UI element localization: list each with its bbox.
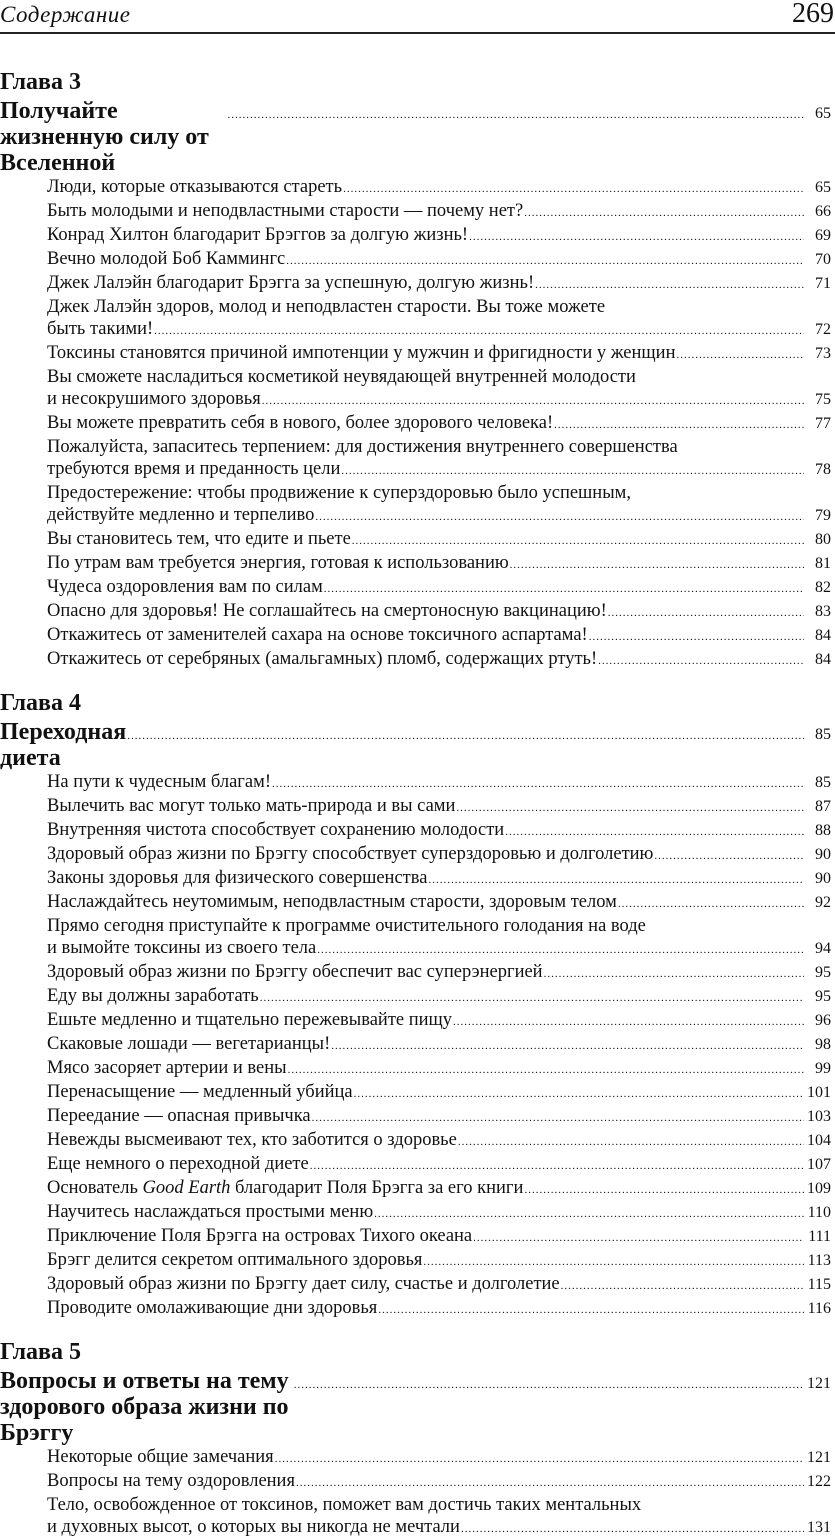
entry-text: Переедание — опасная привычка xyxy=(47,1106,311,1126)
entry-text: Ешьте медленно и тщательно пережевывайте пищу xyxy=(47,1010,453,1030)
entry-text: Вы становитесь тем, что едите и пьете xyxy=(47,529,351,549)
entry-text-line: Прямо сегодня приступайте к программе очистительного голодания на воде xyxy=(47,916,646,936)
entry-row xyxy=(47,1225,831,1249)
toc-entry[interactable] xyxy=(0,272,831,296)
entry-page-number: 131 xyxy=(807,1519,831,1536)
toc-entry[interactable] xyxy=(0,961,831,985)
toc-entry[interactable] xyxy=(0,1297,831,1321)
entry-text: Наслаждайтесь неутомимым, неподвластным старости, здоровым телом xyxy=(47,892,617,912)
dot-leader xyxy=(676,344,804,366)
toc-entry[interactable] xyxy=(0,1201,831,1225)
entry-page-number: 82 xyxy=(815,579,831,596)
entry-text: Некоторые общие замечания xyxy=(47,1447,274,1467)
toc-entry[interactable] xyxy=(0,1153,831,1177)
entry-row xyxy=(47,1470,831,1494)
dot-leader xyxy=(535,274,804,296)
entry-text: и несокрушимого здоровья xyxy=(47,389,261,409)
entry-row xyxy=(47,552,831,576)
toc-entry[interactable] xyxy=(0,528,831,552)
toc-entry[interactable] xyxy=(0,1105,831,1129)
entry-row xyxy=(47,795,831,819)
entry-page-number: 79 xyxy=(815,507,831,524)
dot-leader xyxy=(589,626,804,648)
entry-row xyxy=(47,176,831,200)
entry-row xyxy=(47,937,831,961)
entry-row xyxy=(47,272,831,296)
toc-entry[interactable] xyxy=(0,985,831,1009)
dot-leader xyxy=(510,554,804,576)
dot-leader xyxy=(343,178,804,200)
entry-page-number: 65 xyxy=(815,179,831,196)
entry-text-line: Тело, освобожденное от токсинов, поможет вам достичь таких ментальных xyxy=(47,1495,642,1515)
entry-text: Внутренняя чистота способствует сохранению молодости xyxy=(47,820,505,840)
toc-entry[interactable] xyxy=(0,795,831,819)
entry-page-number: 111 xyxy=(808,1228,831,1245)
entry-text: Чудеса оздоровления вам по силам xyxy=(47,577,323,597)
entry-page-number: 94 xyxy=(815,940,831,957)
entry-row xyxy=(47,504,831,528)
entry-text: Здоровый образ жизни по Брэггу обеспечит вас суперэнергией xyxy=(47,962,543,982)
entry-text: требуются время и преданность цели xyxy=(47,459,341,479)
entry-text-italic: Good Earth xyxy=(142,1178,231,1198)
chapter-page-number: 85 xyxy=(815,726,831,743)
entry-row xyxy=(47,1201,831,1225)
toc-entry[interactable] xyxy=(0,248,831,272)
chapter-section xyxy=(0,66,831,672)
entry-text-line: Пожалуйста, запаситесь терпением: для достижения внутреннего совершенства xyxy=(47,437,678,457)
entry-page-number: 96 xyxy=(815,1012,831,1029)
entry-row xyxy=(47,528,831,552)
entry-row xyxy=(47,248,831,272)
toc-entry[interactable] xyxy=(0,1129,831,1153)
entry-row xyxy=(47,1009,831,1033)
entry-row xyxy=(47,600,831,624)
dot-leader xyxy=(505,821,804,843)
toc-entry[interactable] xyxy=(0,1470,831,1494)
dot-leader xyxy=(654,845,804,867)
dot-leader xyxy=(341,460,804,482)
toc-entry[interactable] xyxy=(0,600,831,624)
dot-leader xyxy=(378,1299,804,1321)
entry-text: Опасно для здоровья! Не соглашайтесь на смертоносную вакцинацию! xyxy=(47,601,607,621)
toc-entry[interactable] xyxy=(0,342,831,366)
entry-row xyxy=(47,819,831,843)
entry-text: действуйте медленно и терпеливо xyxy=(47,505,315,525)
entry-text: Здоровый образ жизни по Брэггу дает силу, счастье и долголетие xyxy=(47,1274,560,1294)
toc-entry[interactable] xyxy=(0,436,831,482)
entry-text: Быть молодыми и неподвластными старости — почему нет? xyxy=(47,201,524,221)
dot-leader xyxy=(296,1472,804,1494)
entry-list xyxy=(0,771,831,1321)
entry-row xyxy=(47,576,831,600)
entry-text: Джек Лалэйн благодарит Брэгга за успешную, долгую жизнь! xyxy=(47,273,535,293)
dot-leader xyxy=(524,202,804,224)
chapter-title: Получайте жизненную силу от Вселенной xyxy=(0,98,209,176)
entry-page-number: 99 xyxy=(815,1060,831,1077)
entry-row xyxy=(47,1446,831,1470)
entry-text: Токсины становятся причиной импотенции у мужчин и фригидности у женщин xyxy=(47,343,676,363)
entry-text: Приключение Поля Брэгга на островах Тихого океана xyxy=(47,1226,473,1246)
dot-leader xyxy=(423,1251,804,1273)
entry-page-number: 85 xyxy=(815,774,831,791)
entry-text: быть такими! xyxy=(47,319,154,339)
entry-text: Еду вы должны заработать xyxy=(47,986,259,1006)
entry-page-number: 75 xyxy=(815,391,831,408)
dot-leader xyxy=(561,1275,804,1297)
dot-leader xyxy=(227,102,804,128)
toc-entry[interactable] xyxy=(0,576,831,600)
entry-text: и духовных высот, о которых вы никогда не мечтали xyxy=(47,1517,460,1537)
entry-row xyxy=(47,1129,831,1153)
entry-text: Вопросы на тему оздоровления xyxy=(47,1471,295,1491)
entry-page-number: 78 xyxy=(815,461,831,478)
toc-entry[interactable] xyxy=(0,1177,831,1201)
dot-leader xyxy=(524,1179,804,1201)
entry-page-number: 113 xyxy=(807,1252,831,1269)
entry-row xyxy=(47,1297,831,1321)
toc-entry[interactable] xyxy=(0,1009,831,1033)
dot-leader xyxy=(469,226,804,248)
entry-text-line: Вы сможете насладиться косметикой неувядающей внутренней молодости xyxy=(47,367,636,387)
dot-leader xyxy=(288,1059,804,1081)
dot-leader xyxy=(275,1448,804,1470)
entry-row xyxy=(47,624,831,648)
entry-row xyxy=(47,342,831,366)
entry-page-number: 92 xyxy=(815,894,831,911)
entry-page-number: 115 xyxy=(807,1276,831,1293)
entry-row xyxy=(47,224,831,248)
entry-row xyxy=(47,1516,831,1540)
entry-page-number: 73 xyxy=(815,345,831,362)
toc-entry[interactable] xyxy=(0,867,831,891)
dot-leader xyxy=(352,530,804,552)
chapter-section xyxy=(0,687,831,1321)
dot-leader xyxy=(310,1155,804,1177)
chapter-title: Переходная диета xyxy=(0,719,127,771)
entry-row xyxy=(47,843,831,867)
entry-row xyxy=(47,1081,831,1105)
entry-page-number: 103 xyxy=(807,1108,831,1125)
entry-page-number: 109 xyxy=(807,1180,831,1197)
page-number: 269 xyxy=(792,0,834,29)
toc-entry[interactable] xyxy=(0,1057,831,1081)
entry-text-line: Предостережение: чтобы продвижение к суперздоровью было успешным, xyxy=(47,483,631,503)
dot-leader xyxy=(554,414,804,436)
dot-leader xyxy=(331,1035,804,1057)
dot-leader xyxy=(458,1131,804,1153)
entry-text: Законы здоровья для физического совершенства xyxy=(47,868,428,888)
toc-entry[interactable] xyxy=(0,1273,831,1297)
entry-page-number: 71 xyxy=(815,275,831,292)
toc-entry[interactable] xyxy=(0,296,831,342)
entry-page-number: 66 xyxy=(815,203,831,220)
dot-leader xyxy=(315,506,804,528)
running-header xyxy=(0,0,835,34)
toc-entry[interactable] xyxy=(0,1446,831,1470)
chapter-label: Глава 5 xyxy=(0,1339,81,1365)
entry-page-number: 81 xyxy=(815,555,831,572)
toc-entry[interactable] xyxy=(0,176,831,200)
toc-entry[interactable] xyxy=(0,482,831,528)
toc-entry[interactable] xyxy=(0,1033,831,1057)
entry-text: Конрад Хилтон благодарит Брэггов за долгую жизнь! xyxy=(47,225,469,245)
dot-leader xyxy=(453,1011,804,1033)
chapter-title-row[interactable] xyxy=(0,1368,831,1446)
entry-row xyxy=(47,1057,831,1081)
chapter-section xyxy=(0,1336,831,1540)
entry-page-number: 83 xyxy=(815,603,831,620)
entry-text: Невежды высмеивают тех, кто заботится о здоровье xyxy=(47,1130,457,1150)
chapter-title: Вопросы и ответы на тему здорового образа жизни по Брэггу xyxy=(0,1368,289,1446)
entry-list xyxy=(0,1446,831,1540)
dot-leader xyxy=(428,869,804,891)
dot-leader xyxy=(127,723,804,749)
entry-page-number: 70 xyxy=(815,251,831,268)
entry-page-number: 98 xyxy=(815,1036,831,1053)
entry-text: Вечно молодой Боб Каммингс xyxy=(47,249,286,269)
entry-text-part: благодарит Поля Брэгга за его книги xyxy=(230,1178,524,1198)
entry-text-part: Основатель xyxy=(47,1178,143,1198)
entry-text: На пути к чудесным благам! xyxy=(47,772,271,792)
entry-text: Научитесь наслаждаться простыми меню xyxy=(47,1202,374,1222)
dot-leader xyxy=(461,1518,804,1540)
entry-row xyxy=(47,200,831,224)
dot-leader xyxy=(260,987,804,1009)
toc-entry[interactable] xyxy=(0,1494,831,1540)
entry-page-number: 90 xyxy=(815,870,831,887)
entry-row xyxy=(47,891,831,915)
entry-text: Откажитесь от серебряных (амальгамных) пломб, содержащих ртуть! xyxy=(47,649,598,669)
entry-page-number: 77 xyxy=(815,415,831,432)
toc-entry[interactable] xyxy=(0,624,831,648)
entry-page-number: 107 xyxy=(807,1156,831,1173)
chapter-title-row[interactable] xyxy=(0,719,831,771)
entry-row xyxy=(47,648,831,672)
dot-leader xyxy=(312,1107,804,1129)
dot-leader xyxy=(317,939,804,961)
entry-row xyxy=(47,1177,831,1201)
toc-entry[interactable] xyxy=(0,771,831,795)
dot-leader xyxy=(294,1372,804,1398)
toc-entry[interactable] xyxy=(0,366,831,412)
entry-page-number: 84 xyxy=(815,651,831,668)
entry-page-number: 95 xyxy=(815,964,831,981)
dot-leader xyxy=(608,602,804,624)
entry-text xyxy=(47,1177,523,1199)
entry-text: Скаковые лошади — вегетарианцы! xyxy=(47,1034,331,1054)
dot-leader xyxy=(354,1083,804,1105)
dot-leader xyxy=(456,797,804,819)
toc-entry[interactable] xyxy=(0,843,831,867)
toc-entry[interactable] xyxy=(0,891,831,915)
entry-text: По утрам вам требуется энергия, готовая к использованию xyxy=(47,553,509,573)
chapter-label: Глава 4 xyxy=(0,690,81,716)
entry-text: Проводите омолаживающие дни здоровья xyxy=(47,1298,378,1318)
toc-entry[interactable] xyxy=(0,552,831,576)
entry-row xyxy=(47,458,831,482)
entry-page-number: 121 xyxy=(807,1449,831,1466)
chapter-page-number: 121 xyxy=(807,1375,831,1392)
entry-row xyxy=(47,1153,831,1177)
dot-leader xyxy=(324,578,804,600)
entry-page-number: 84 xyxy=(815,627,831,644)
toc-entry[interactable] xyxy=(0,200,831,224)
dot-leader xyxy=(618,893,804,915)
running-title: Содержание xyxy=(0,2,131,27)
entry-text: Люди, которые отказываются стареть xyxy=(47,177,343,197)
entry-row xyxy=(47,1273,831,1297)
entry-text: Откажитесь от заменителей сахара на основе токсичного аспартама! xyxy=(47,625,588,645)
toc-entry[interactable] xyxy=(0,412,831,436)
entry-page-number: 110 xyxy=(807,1204,831,1221)
dot-leader xyxy=(473,1227,804,1249)
entry-list xyxy=(0,176,831,672)
entry-text: Мясо засоряет артерии и вены xyxy=(47,1058,287,1078)
toc-entry[interactable] xyxy=(0,1249,831,1273)
entry-row xyxy=(47,961,831,985)
table-of-contents xyxy=(0,66,831,1540)
entry-text: Вы можете превратить себя в нового, более здорового человека! xyxy=(47,413,554,433)
dot-leader xyxy=(286,250,804,272)
entry-row xyxy=(47,867,831,891)
entry-text: Вылечить вас могут только мать-природа и вы сами xyxy=(47,796,456,816)
entry-row xyxy=(47,1249,831,1273)
dot-leader xyxy=(154,320,804,342)
dot-leader xyxy=(374,1203,804,1225)
toc-entry[interactable] xyxy=(0,1225,831,1249)
entry-page-number: 87 xyxy=(815,798,831,815)
entry-text: Еще немного о переходной диете xyxy=(47,1154,309,1174)
toc-entry[interactable] xyxy=(0,819,831,843)
dot-leader xyxy=(272,773,804,795)
entry-row xyxy=(47,412,831,436)
entry-row xyxy=(47,985,831,1009)
entry-page-number: 80 xyxy=(815,531,831,548)
entry-text: Брэгг делится секретом оптимального здоровья xyxy=(47,1250,423,1270)
chapter-title-row[interactable] xyxy=(0,98,831,176)
dot-leader xyxy=(544,963,804,985)
chapter-page-number: 65 xyxy=(815,105,831,122)
entry-page-number: 69 xyxy=(815,227,831,244)
entry-row xyxy=(47,1033,831,1057)
entry-page-number: 72 xyxy=(815,321,831,338)
dot-leader xyxy=(598,650,804,672)
entry-page-number: 122 xyxy=(807,1473,831,1490)
chapter-label: Глава 3 xyxy=(0,69,81,95)
toc-entry[interactable] xyxy=(0,1081,831,1105)
entry-row xyxy=(47,1105,831,1129)
entry-page-number: 104 xyxy=(807,1132,831,1149)
entry-text: Перенасыщение — медленный убийца xyxy=(47,1082,353,1102)
entry-row xyxy=(47,771,831,795)
entry-row xyxy=(47,318,831,342)
toc-entry[interactable] xyxy=(0,224,831,248)
entry-row xyxy=(47,388,831,412)
entry-text: и вымойте токсины из своего тела xyxy=(47,938,317,958)
dot-leader xyxy=(262,390,804,412)
toc-entry[interactable] xyxy=(0,648,831,672)
entry-page-number: 88 xyxy=(815,822,831,839)
entry-text-line: Джек Лалэйн здоров, молод и неподвластен старости. Вы тоже можете xyxy=(47,297,606,317)
entry-text: Здоровый образ жизни по Брэггу способствует суперздоровью и долголетию xyxy=(47,844,654,864)
entry-page-number: 90 xyxy=(815,846,831,863)
entry-page-number: 95 xyxy=(815,988,831,1005)
entry-page-number: 116 xyxy=(807,1300,831,1317)
entry-page-number: 101 xyxy=(807,1084,831,1101)
toc-entry[interactable] xyxy=(0,915,831,961)
